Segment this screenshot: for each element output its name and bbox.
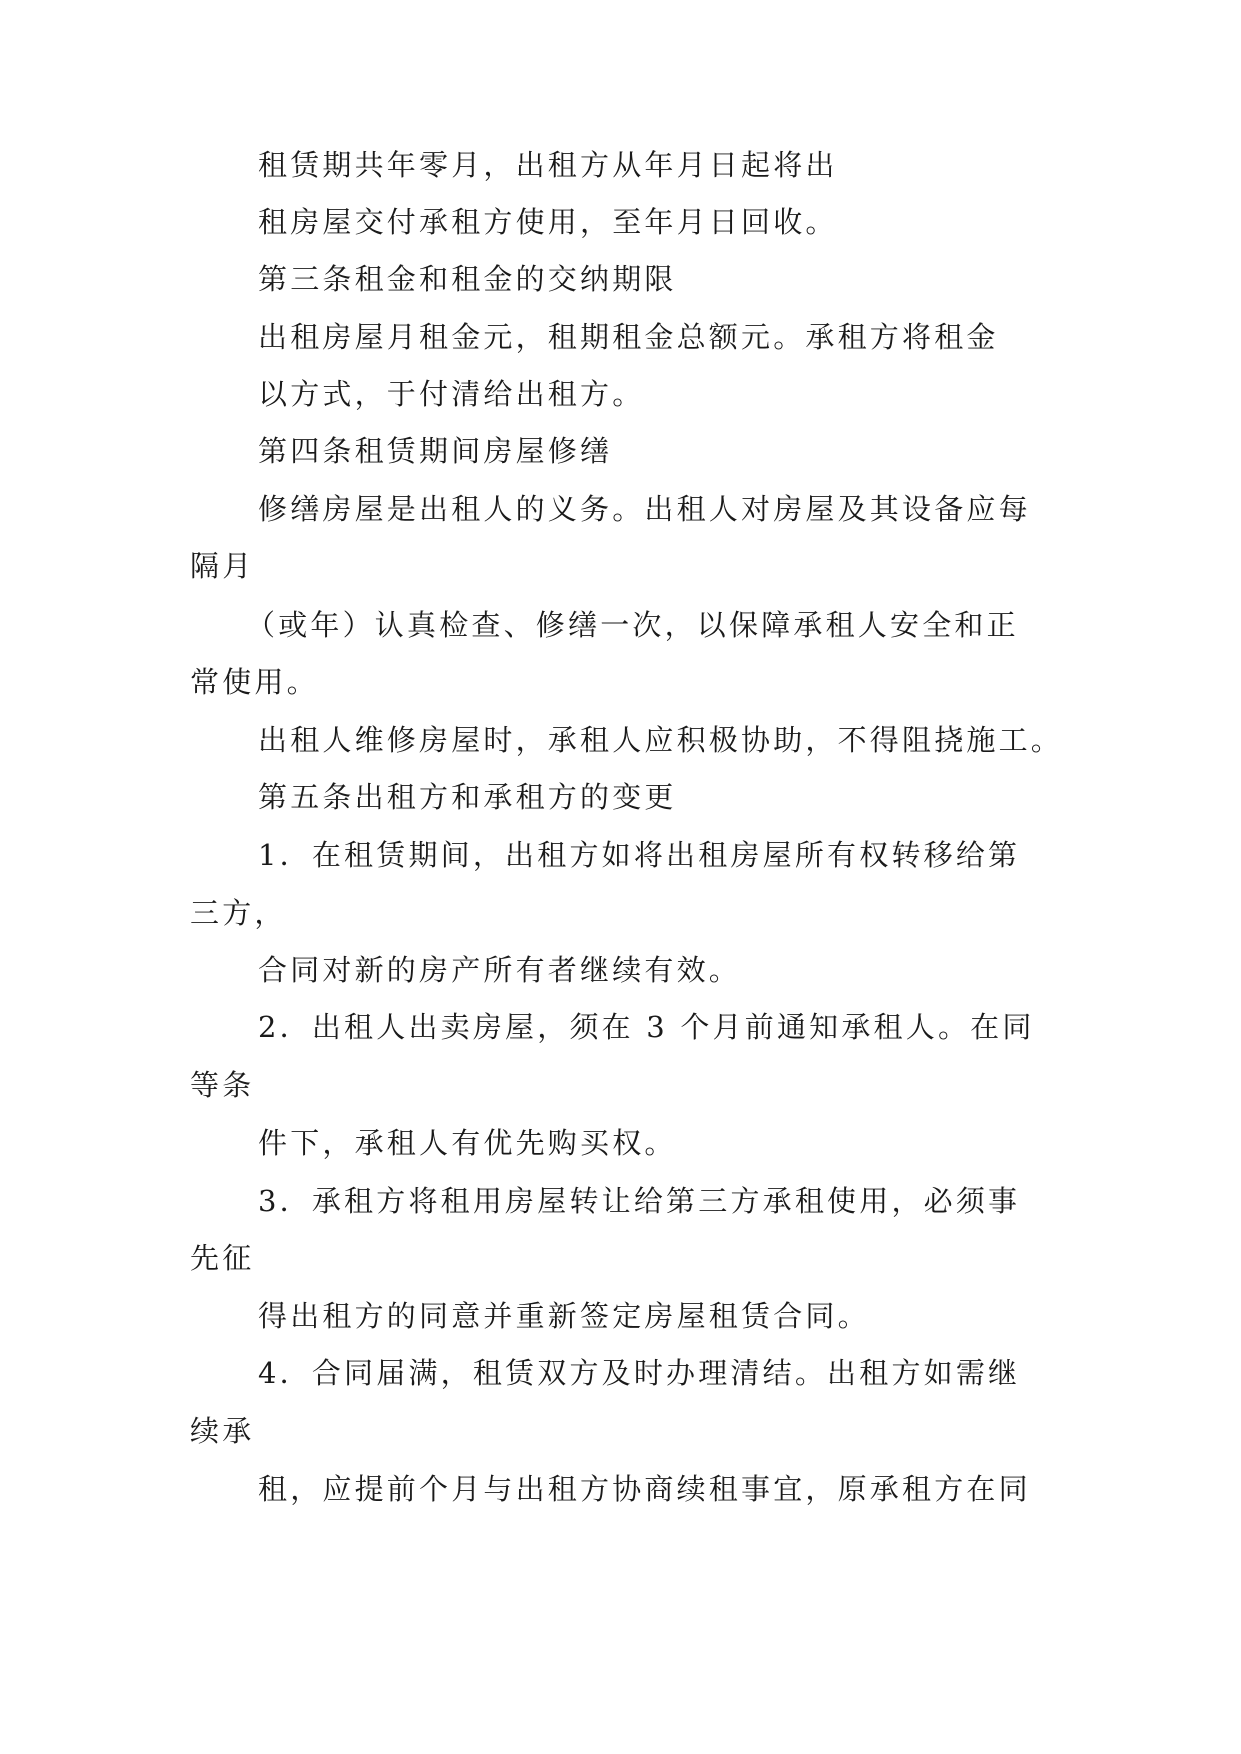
section-heading: 第四条租赁期间房屋修缮 (258, 434, 613, 468)
text-line: 件下，承租人有优先购买权。 (258, 1126, 677, 1160)
text-line: 4．合同届满，租赁双方及时办理清结。出租方如需继 (258, 1356, 1021, 1390)
text-line: 出租房屋月租金元，租期租金总额元。承租方将租金 (258, 320, 999, 354)
text-line: 1．在租赁期间，出租方如将出租房屋所有权转移给第 (258, 838, 1021, 872)
text-line: 隔月 (190, 549, 255, 583)
text-line: 租赁期共年零月，出租方从年月日起将出 (258, 148, 838, 182)
text-line: 得出租方的同意并重新签定房屋租赁合同。 (258, 1299, 870, 1333)
text-line: 出租人维修房屋时，承租人应积极协助，不得阻挠施工。 (258, 723, 1064, 757)
text-line: 三方， (190, 896, 287, 930)
text-line: 续承 (190, 1414, 255, 1448)
text-line: 3．承租方将租用房屋转让给第三方承租使用，必须事 (258, 1184, 1021, 1218)
text-line: 先征 (190, 1241, 255, 1275)
text-line: 合同对新的房产所有者继续有效。 (258, 953, 742, 987)
section-heading: 第三条租金和租金的交纳期限 (258, 262, 677, 296)
text-line: （或年）认真检查、修缮一次，以保障承租人安全和正 (246, 608, 1019, 642)
text-line: 常使用。 (190, 665, 319, 699)
text-line: 租房屋交付承租方使用，至年月日回收。 (258, 205, 838, 239)
text-line: 等条 (190, 1068, 255, 1102)
text-line: 租，应提前个月与出租方协商续租事宜，原承租方在同 (258, 1472, 1031, 1506)
text-line: 以方式，于付清给出租方。 (258, 377, 645, 411)
text-line: 2．出租人出卖房屋，须在 3 个月前通知承租人。在同 (258, 1010, 1035, 1044)
section-heading: 第五条出租方和承租方的变更 (258, 780, 677, 814)
text-line: 修缮房屋是出租人的义务。出租人对房屋及其设备应每 (258, 492, 1031, 526)
